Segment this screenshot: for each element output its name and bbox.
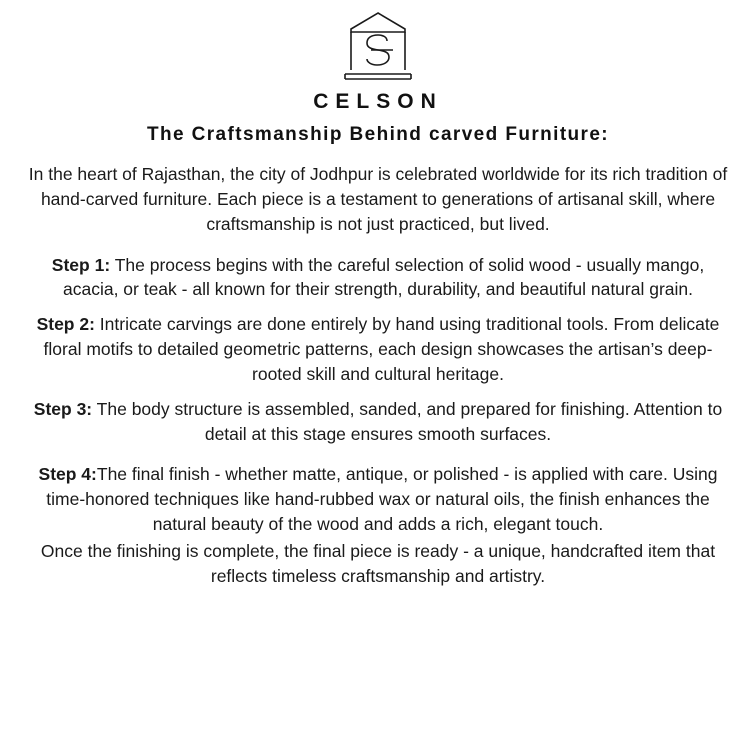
step-2-paragraph <box>25 312 731 387</box>
step-1-paragraph <box>25 253 731 303</box>
step-3-text: The body structure is assembled, sanded, and prepared for finishing. Attention to detail at this stage ensures smooth surfaces. <box>92 398 723 444</box>
step-4-text: The final finish - whether matte, antique, or polished - is applied with care. Using time-honored techniques like hand-rubbed wax or natural oils, the finish enhances the natural beauty of the wood and adds a rich, elegant touch. <box>46 464 718 535</box>
celson-monogram-icon <box>335 8 421 88</box>
brand-name: CELSON <box>313 90 443 113</box>
closing-paragraph: Once the finishing is complete, the final piece is ready - a unique, handcrafted item that reflects timeless craftsmanship and artistry. <box>40 540 716 586</box>
page-title: The Craftsmanship Behind carved Furniture: <box>146 124 610 145</box>
step-1-label: Step 1: <box>51 254 111 275</box>
step-3-paragraph <box>25 397 731 447</box>
step-2-text: Intricate carvings are done entirely by hand using traditional tools. From delicate floral motifs to detailed geometric patterns, each design showcases the artisan’s deep-rooted skill and cultural heritage. <box>43 314 720 384</box>
intro-paragraph: In the heart of Rajasthan, the city of Jodhpur is celebrated worldwide for its rich tradition of hand-carved furniture. Each piece is a testament to generations of artisanal skill, where craftsmanship is not just practiced, but lived. <box>28 164 728 234</box>
step-1-text: The process begins with the careful selection of solid wood - usually mango, acacia, or teak - all known for their strength, durability, and beautiful natural grain. <box>62 254 705 300</box>
step-3-label: Step 3: <box>33 398 93 419</box>
step-4-paragraph <box>25 462 731 537</box>
step-4-label: Step 4: <box>38 464 97 485</box>
step-2-label: Step 2: <box>36 314 95 335</box>
